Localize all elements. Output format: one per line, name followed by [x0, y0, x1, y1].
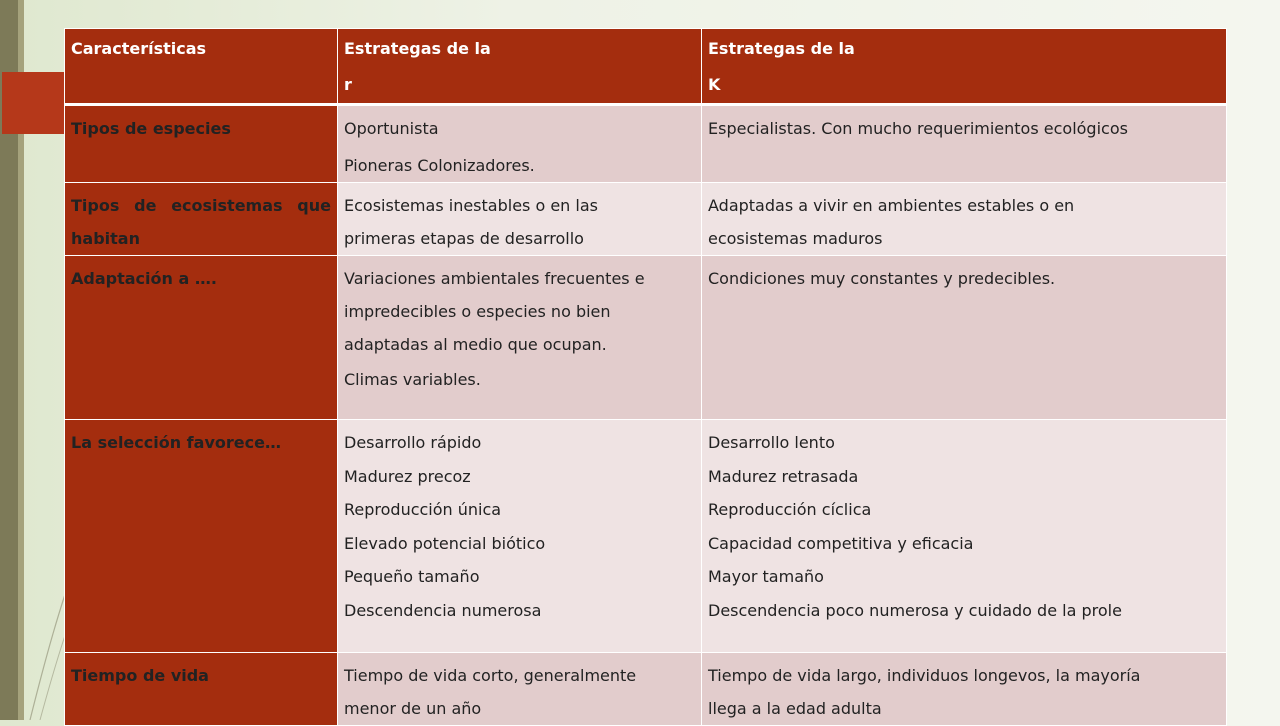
cell-k: Adaptadas a vivir en ambientes estables o en ecosistemas maduros — [702, 183, 1227, 256]
cell-r: Ecosistemas inestables o en las primeras etapas de desarrollo — [338, 183, 702, 256]
cell-k: Condiciones muy constantes y predecibles. — [702, 256, 1227, 420]
table-row — [65, 256, 1227, 420]
accent-square — [2, 72, 64, 134]
table-row — [65, 105, 1227, 183]
row-label-seleccion: La selección favorece… — [65, 420, 338, 653]
cell-k: Desarrollo lento Madurez retrasada Reproducción cíclica Capacidad competitiva y eficacia Mayor tamaño Descendencia poco numerosa y cuidado de la prole — [702, 420, 1227, 653]
header-estrategas-k: Estrategas de la K — [702, 29, 1227, 105]
row-label-tipos-ecosistemas: Tipos de ecosistemas que habitan — [65, 183, 338, 256]
cell-r: Desarrollo rápido Madurez precoz Reproducción única Elevado potencial biótico Pequeño tamaño Descendencia numerosa — [338, 420, 702, 653]
row-label-adaptacion: Adaptación a …. — [65, 256, 338, 420]
row-label-tiempo-vida: Tiempo de vida — [65, 653, 338, 726]
table-row — [65, 183, 1227, 256]
table-row — [65, 653, 1227, 726]
row-label-tipos-especies: Tipos de especies — [65, 105, 338, 183]
cell-r: Tiempo de vida corto, generalmente menor de un año — [338, 653, 702, 726]
cell-r: Variaciones ambientales frecuentes e impredecibles o especies no bien adaptadas al medio que ocupan. Climas variables. — [338, 256, 702, 420]
strategies-table — [64, 28, 1227, 726]
cell-k: Tiempo de vida largo, individuos longevos, la mayoría llega a la edad adulta — [702, 653, 1227, 726]
header-estrategas-r: Estrategas de la r — [338, 29, 702, 105]
table-row — [65, 420, 1227, 653]
cell-k: Especialistas. Con mucho requerimientos ecológicos — [702, 105, 1227, 183]
cell-r: Oportunista Pioneras Colonizadores. — [338, 105, 702, 183]
header-caracteristicas: Características — [65, 29, 338, 105]
table-header-row — [65, 29, 1227, 105]
